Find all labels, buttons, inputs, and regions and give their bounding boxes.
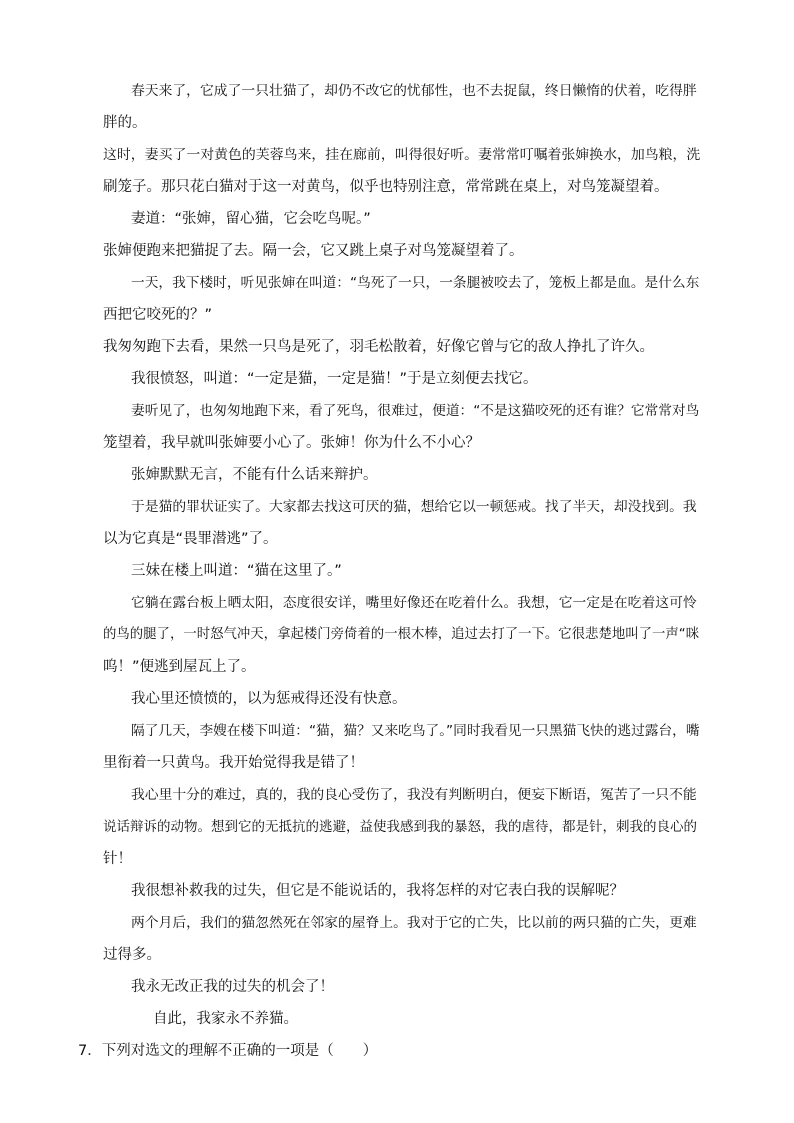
passage-line: 这时，妻买了一对黄色的芙蓉鸟来，挂在廊前，叫得很好听。妻常常叮嘱着张婶换水，加鸟粮，洗 <box>103 147 701 163</box>
passage-line: 妻道：“张婶，留心猫，它会吃鸟呢。” <box>131 211 371 227</box>
passage-line: 笼望着，我早就叫张婶要小心了。张婶！你为什么不小心？ <box>103 435 480 451</box>
passage-line: 我心里还愤愤的，以为惩戒得还没有快意。 <box>131 691 407 707</box>
question-7: 7．下列对选文的理解不正确的一项是（ ） <box>78 1043 378 1059</box>
passage-line: 我很想补救我的过失，但它是不能说话的，我将怎样的对它表白我的误解呢？ <box>131 883 624 899</box>
passage-line: 我永无改正我的过失的机会了！ <box>131 979 334 995</box>
passage-line: 春天来了，它成了一只壮猫了，却仍不改它的忧郁性，也不去捉鼠，终日懒惰的伏着，吃得胖 <box>131 83 697 99</box>
passage-line: 它躺在露台板上晒太阳，态度很安详，嘴里好像还在吃着什么。我想，它一定是在吃着这可怜 <box>131 595 697 611</box>
passage-line: 我很愤怒，叫道：“一定是猫，一定是猫！”于是立刻便去找它。 <box>131 371 538 387</box>
passage-line: 隔了几天，李嫂在楼下叫道：“猫，猫？又来吃鸟了。”同时我看见一只黑猫飞快的逃过露台，嘴 <box>131 723 700 739</box>
passage-line: 西把它咬死的？” <box>103 307 213 323</box>
passage-line: 我心里十分的难过，真的，我的良心受伤了，我没有判断明白，便妄下断语，冤苦了一只不能 <box>131 787 697 803</box>
passage-line: 里衔着一只黄鸟。我开始觉得我是错了！ <box>103 755 364 771</box>
passage-line: 说话辩诉的动物。想到它的无抵抗的逃避，益使我感到我的暴怒，我的虐待，都是针，刺我的良心的 <box>103 819 697 835</box>
passage-line: 过得多。 <box>103 947 161 963</box>
passage-line: 三妹在楼上叫道：“猫在这里了。” <box>131 563 342 579</box>
passage-line: 针！ <box>103 851 132 867</box>
passage-line: 张婶便跑来把猫捉了去。隔一会，它又跳上桌子对鸟笼凝望着了。 <box>103 243 524 259</box>
passage-line: 一天，我下楼时，听见张婶在叫道：“鸟死了一只，一条腿被咬去了，笼板上都是血。是什么东 <box>131 275 700 291</box>
passage-line: 两个月后，我们的猫忽然死在邻家的屋脊上。我对于它的亡失，比以前的两只猫的亡失，更难 <box>131 915 697 931</box>
passage-line: 刷笼子。那只花白猫对于这一对黄鸟，似乎也特别注意，常常跳在桌上，对鸟笼凝望着。 <box>103 179 669 195</box>
passage-line: 呜！”便逃到屋瓦上了。 <box>103 659 256 675</box>
passage-line: 张婶默默无言，不能有什么话来辩护。 <box>131 467 378 483</box>
passage-line: 于是猫的罪状证实了。大家都去找这可厌的猫，想给它以一顿惩戒。找了半天，却没找到。我 <box>131 499 697 515</box>
passage-line: 自此，我家永不养猫。 <box>153 1011 298 1027</box>
passage-line: 妻听见了，也匆匆地跑下来，看了死鸟，很难过，便道：“不是这猫咬死的还有谁？它常常对鸟 <box>131 403 700 419</box>
passage-line: 胖的。 <box>103 115 147 131</box>
passage-line: 以为它真是“畏罪潜逃”了。 <box>103 531 278 547</box>
passage-line: 的鸟的腿了，一时怒气冲天，拿起楼门旁倚着的一根木棒，追过去打了一下。它很悲楚地叫了一声“咪 <box>103 627 700 642</box>
passage-line: 我匆匆跑下去看，果然一只鸟是死了，羽毛松散着，好像它曾与它的敌人挣扎了许久。 <box>103 339 654 355</box>
